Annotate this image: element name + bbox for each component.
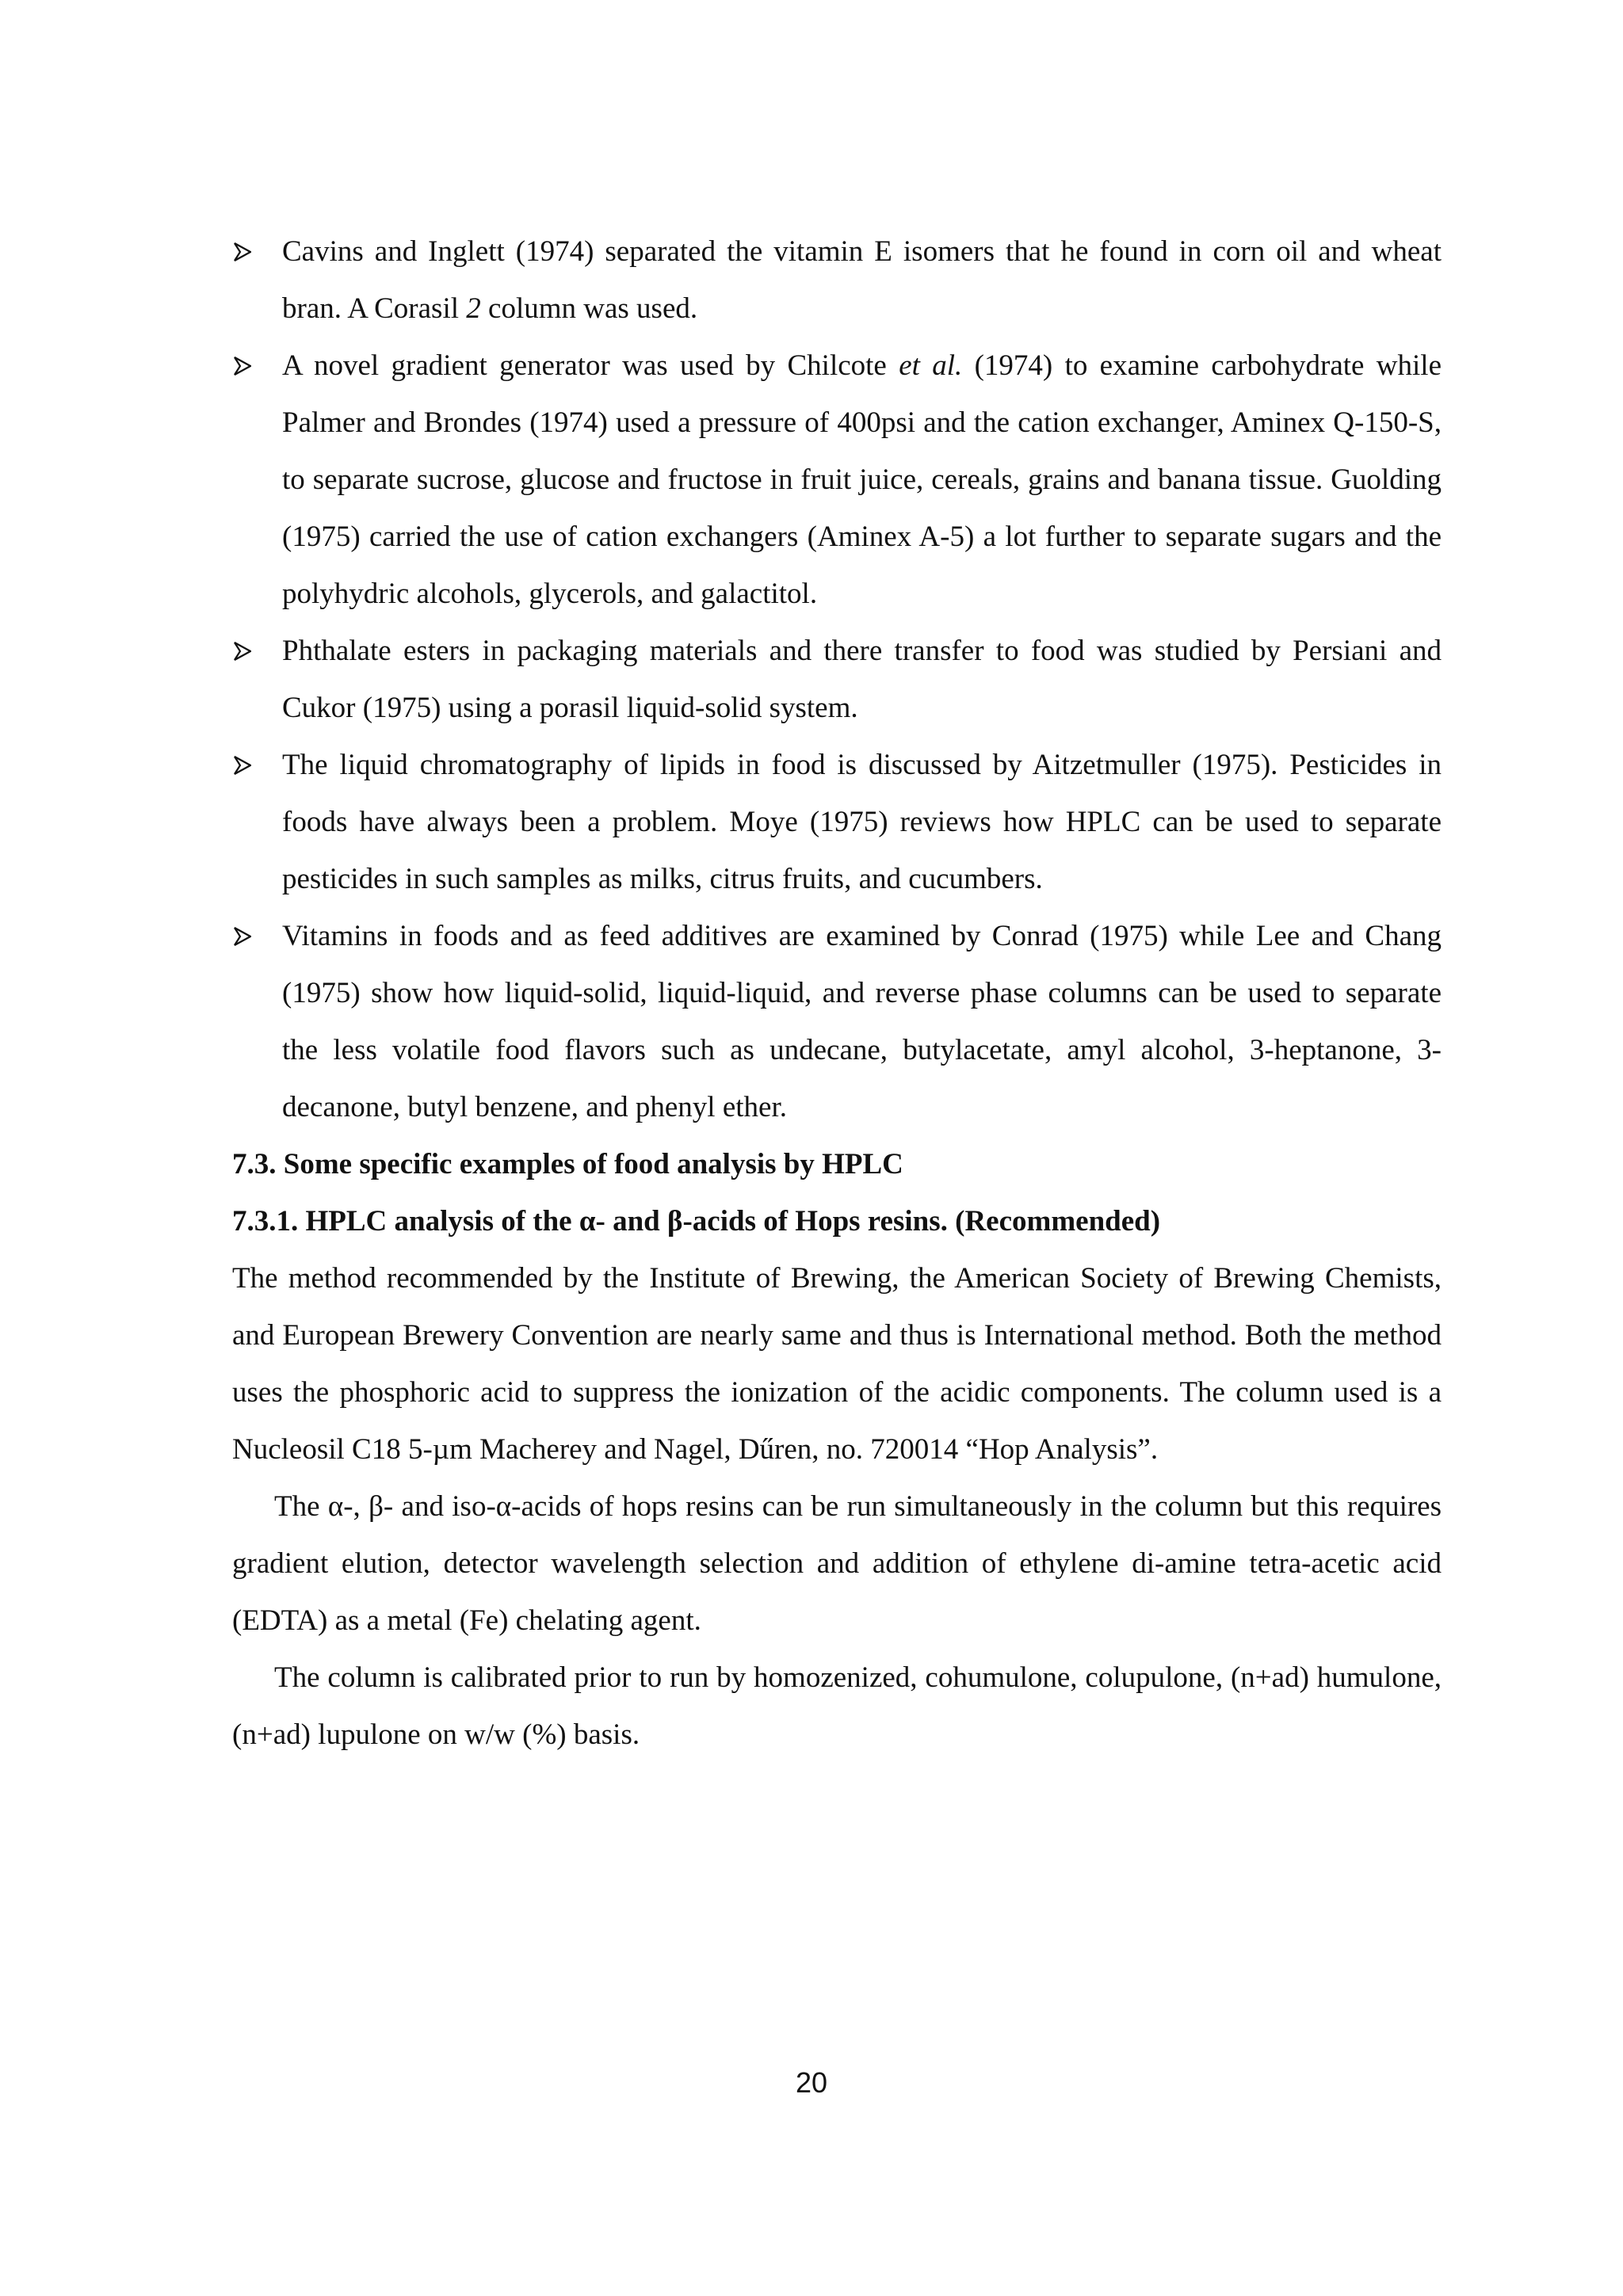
arrowhead-bullet-icon [234,756,251,775]
bullet-item [232,623,1442,737]
bullet-text: (1974) to examine carbohydrate while Palmer and Brondes (1974) used a pressure of 400psi and the cation exchanger, Aminex Q-150-S, to separate sucrose, glucose and fructose in fruit juice, cereals, grains and banana tissue. Guolding (1975) carried the use of cation exchangers (Aminex A-5) a lot further to separate sugars and the polyhydric alcohols, glycerols, and galactitol. [282,349,1442,610]
bullet-item [232,908,1442,1136]
bullet-item [232,737,1442,908]
body-paragraph: The α-, β- and iso-α-acids of hops resins can be run simultaneously in the column but this requires gradient elution, detector wavelength selection and addition of ethylene di-amine tetra-acetic acid (EDTA) as a metal (Fe) chelating agent. [232,1490,1442,1637]
page-content [232,223,1442,1764]
page-number: 20 [795,2066,828,2099]
bullet-text: Vitamins in foods and as feed additives are examined by Conrad (1975) while Lee and Chang (1975) show how liquid-solid, liquid-liquid, and reverse phase columns can be used to separate the less volatile food flavors such as undecane, butylacetate, amyl alcohol, 3-heptanone, 3-decanone, butyl benzene, and phenyl ether. [282,920,1442,1123]
bullet-text: The liquid chromatography of lipids in food is discussed by Aitzetmuller (1975). Pesticides in foods have always been a problem. Moye (1975) reviews how HPLC can be used to separate pesticides in such samples as milks, citrus fruits, and cucumbers. [282,749,1442,895]
bullet-item [232,223,1442,338]
arrowhead-bullet-icon [234,242,251,261]
bullet-italic-text: et al. [899,349,963,382]
section-heading: 7.3. Some specific examples of food analysis by HPLC [232,1148,903,1180]
bullet-text: Phthalate esters in packaging materials and there transfer to food was studied by Persiani and Cukor (1975) using a porasil liquid-solid system. [282,635,1442,724]
body-paragraph: The method recommended by the Institute of Brewing, the American Society of Brewing Chemists, and European Brewery Convention are nearly same and thus is International method. Both the method uses the phosphoric acid to suppress the ionization of the acidic components. The column used is a Nucleosil C18 5-µm Macherey and Nagel, Dűren, no. 720014 “Hop Analysis”. [232,1262,1442,1466]
bullet-text: Cavins and Inglett (1974) separated the vitamin E isomers that he found in corn oil and wheat bran. A Corasil [282,235,1442,325]
subsection-heading: 7.3.1. HPLC analysis of the α- and β-acids of Hops resins. (Recommended) [232,1205,1161,1238]
body-paragraph: The column is calibrated prior to run by homozenized, cohumulone, colupulone, (n+ad) humulone, (n+ad) lupulone on w/w (%) basis. [232,1661,1442,1751]
arrowhead-bullet-icon [234,642,251,661]
bullet-item [232,338,1442,623]
bullet-text: column was used. [480,292,698,325]
bullet-text: A novel gradient generator was used by Chilcote [282,349,899,382]
arrowhead-bullet-icon [234,927,251,946]
bullet-italic-text: 2 [466,292,481,325]
arrowhead-bullet-icon [234,357,251,376]
